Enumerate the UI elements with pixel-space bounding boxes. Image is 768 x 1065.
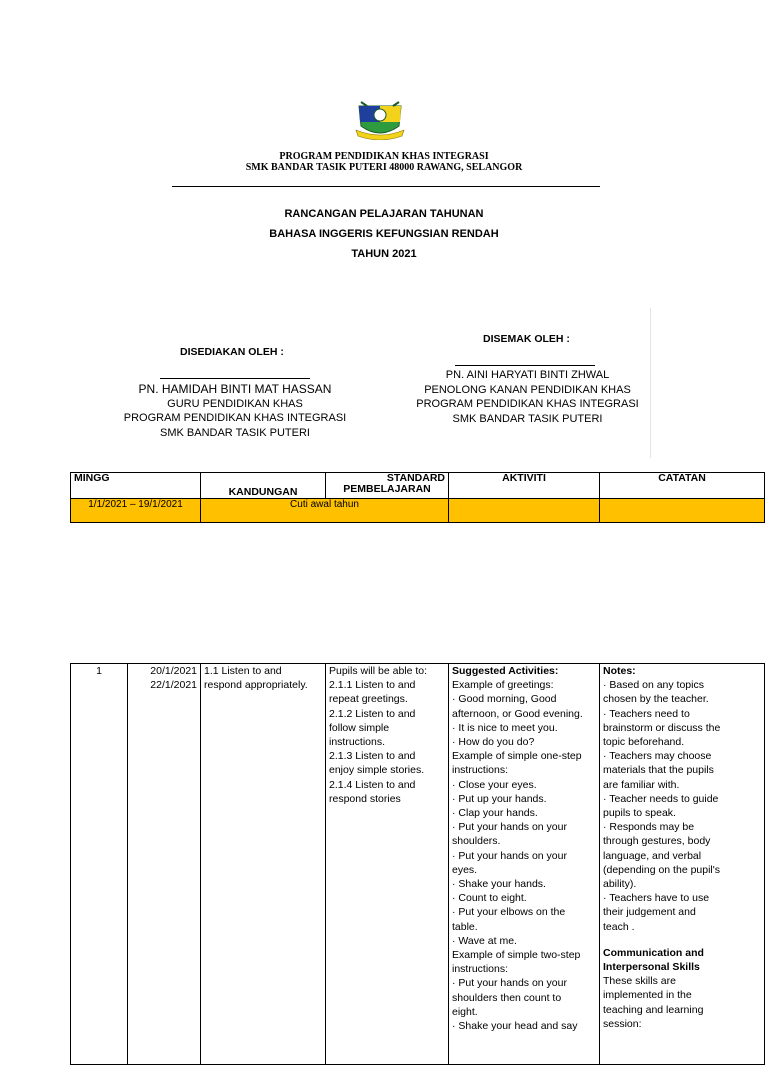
note-line: · Teachers need to [603, 707, 690, 720]
learning-standard-cell [326, 664, 449, 1065]
learning-line: 2.1.3 Listen to and [329, 750, 416, 763]
activity-line: table. [452, 920, 478, 933]
header-catatan: CATATAN [600, 473, 765, 499]
checked-program: PROGRAM PENDIDIKAN KHAS INTEGRASI [416, 398, 639, 410]
learning-line: Pupils will be able to: [329, 665, 428, 677]
notes-title: Notes: [603, 665, 636, 677]
note-line: topic beforehand. [603, 736, 685, 749]
week-date-start: 20/1/2021 [150, 665, 197, 677]
skills-title-line: Communication and [603, 946, 704, 959]
activity-line: · Clap your hands. [452, 807, 538, 820]
week-plan-table [70, 663, 765, 1065]
school-crest-logo [355, 100, 405, 140]
note-line: · Based on any topics [603, 679, 704, 692]
activity-line: · Wave at me. [452, 934, 517, 947]
header-minggu: MINGG [71, 473, 201, 499]
activity-line: · Shake your head and say [452, 1020, 578, 1033]
header-program: PROGRAM PENDIDIKAN KHAS INTEGRASI [279, 151, 489, 162]
cuti-desc-cell: Cuti awal tahun [201, 499, 449, 523]
skills-line: implemented in the [603, 989, 692, 1002]
note-line: pupils to speak. [603, 807, 676, 820]
activity-line: shoulders then count to [452, 991, 562, 1004]
activity-line: · Put up your hands. [452, 792, 547, 805]
checked-by-block [400, 368, 655, 426]
page-separator [650, 308, 651, 458]
note-line: brainstorm or discuss the [603, 721, 721, 734]
note-line: teach . [603, 920, 635, 933]
activity-line: · Good morning, Good [452, 693, 557, 706]
prepared-role: GURU PENDIDIKAN KHAS [167, 397, 303, 410]
activity-line: eyes. [452, 863, 478, 876]
skills-line: session: [603, 1017, 642, 1030]
content-line: respond appropriately. [204, 679, 308, 692]
activity-line: · Put your hands on your [452, 849, 567, 862]
checked-by-label: DISEMAK OLEH : [483, 333, 570, 345]
cuti-empty-cell [600, 499, 765, 523]
note-line: · Teachers have to use [603, 892, 710, 905]
week-dates [128, 664, 201, 1065]
note-line: (depending on the pupil's [603, 863, 721, 876]
activity-line: · How do you do? [452, 736, 535, 749]
notes-spacer [603, 934, 761, 946]
prepared-signature-line [160, 378, 310, 379]
skills-title-line: Interpersonal Skills [603, 961, 700, 974]
doc-subject: BAHASA INGGERIS KEFUNGSIAN RENDAH [269, 228, 499, 240]
learning-line: 2.1.1 Listen to and [329, 679, 416, 692]
header-divider [172, 186, 600, 187]
activity-line: · It is nice to meet you. [452, 721, 558, 734]
table-row [71, 664, 765, 1065]
activity-line: · Close your eyes. [452, 778, 537, 791]
cuti-date-cell: 1/1/2021 – 19/1/2021 [71, 499, 201, 523]
prepared-by-block [100, 382, 370, 440]
header-school-address: SMK BANDAR TASIK PUTERI 48000 RAWANG, SELANGOR [245, 162, 523, 173]
content-standard-cell [201, 664, 326, 1065]
note-line: through gestures, body [603, 835, 711, 848]
doc-title: RANCANGAN PELAJARAN TAHUNAN [284, 208, 484, 220]
prepared-school: SMK BANDAR TASIK PUTERI [160, 426, 310, 439]
skills-line: teaching and learning [603, 1003, 704, 1016]
note-line: their judgement and [603, 906, 696, 919]
table-header-row [71, 473, 765, 499]
note-line: language, and verbal [603, 849, 702, 862]
notes-cell [600, 664, 765, 1065]
content-line: 1.1 Listen to and [204, 665, 282, 677]
learning-line: respond stories [329, 792, 401, 805]
header-aktiviti: AKTIVITI [449, 473, 600, 499]
table-row [71, 499, 765, 523]
learning-line: 2.1.4 Listen to and [329, 778, 416, 791]
cuti-empty-cell [449, 499, 600, 523]
note-line: are familiar with. [603, 778, 680, 791]
activity-line: · Put your hands on your [452, 821, 567, 834]
learning-line: 2.1.2 Listen to and [329, 707, 416, 720]
prepared-program: PROGRAM PENDIDIKAN KHAS INTEGRASI [123, 412, 347, 424]
checked-school: SMK BANDAR TASIK PUTERI [452, 412, 603, 425]
note-line: · Teacher needs to guide [603, 792, 719, 805]
activity-line: · Put your elbows on the [452, 906, 566, 919]
activities-title: Suggested Activities: [452, 665, 559, 677]
learning-line: enjoy simple stories. [329, 764, 425, 777]
checked-name: PN. AINI HARYATI BINTI ZHWAL [445, 369, 610, 381]
checked-role: PENOLONG KANAN PENDIDIKAN KHAS [424, 383, 631, 396]
header-pembelajaran-text: PEMBELAJARAN [343, 483, 431, 495]
doc-year: TAHUN 2021 [351, 248, 417, 260]
checked-signature-line [455, 365, 595, 366]
activity-line: Example of simple two-step [452, 949, 581, 962]
activities-cell [449, 664, 600, 1065]
activity-line: shoulders. [452, 835, 501, 848]
note-line: ability). [603, 878, 637, 891]
prepared-name: PN. HAMIDAH BINTI MAT HASSAN [138, 382, 332, 396]
skills-line: These skills are [603, 975, 676, 988]
activity-line: Example of simple one-step [452, 750, 582, 763]
activity-line: · Shake your hands. [452, 878, 546, 891]
activity-line: afternoon, or Good evening. [452, 707, 583, 720]
activity-line: Example of greetings: [452, 679, 554, 692]
note-line: · Teachers may choose [603, 750, 712, 763]
plan-header-table [70, 472, 765, 523]
learning-line: follow simple [329, 721, 390, 734]
note-line: materials that the pupils [603, 764, 714, 777]
learning-line: repeat greetings. [329, 693, 408, 706]
activity-line: · Put your hands on your [452, 977, 567, 990]
header-pembelajaran [326, 473, 449, 499]
header-kandungan: KANDUNGAN [201, 473, 326, 499]
note-line: chosen by the teacher. [603, 693, 709, 706]
prepared-by-label: DISEDIAKAN OLEH : [180, 346, 284, 358]
activity-line: instructions: [452, 963, 509, 976]
note-line: · Responds may be [603, 821, 695, 834]
activity-line: · Count to eight. [452, 892, 527, 905]
learning-line: instructions. [329, 736, 386, 749]
week-date-end: 22/1/2021 [150, 679, 197, 692]
activity-line: instructions: [452, 764, 509, 777]
week-number: 1 [71, 664, 128, 1065]
header-standard-text: STANDARD [386, 472, 445, 484]
activity-line: eight. [452, 1005, 478, 1018]
